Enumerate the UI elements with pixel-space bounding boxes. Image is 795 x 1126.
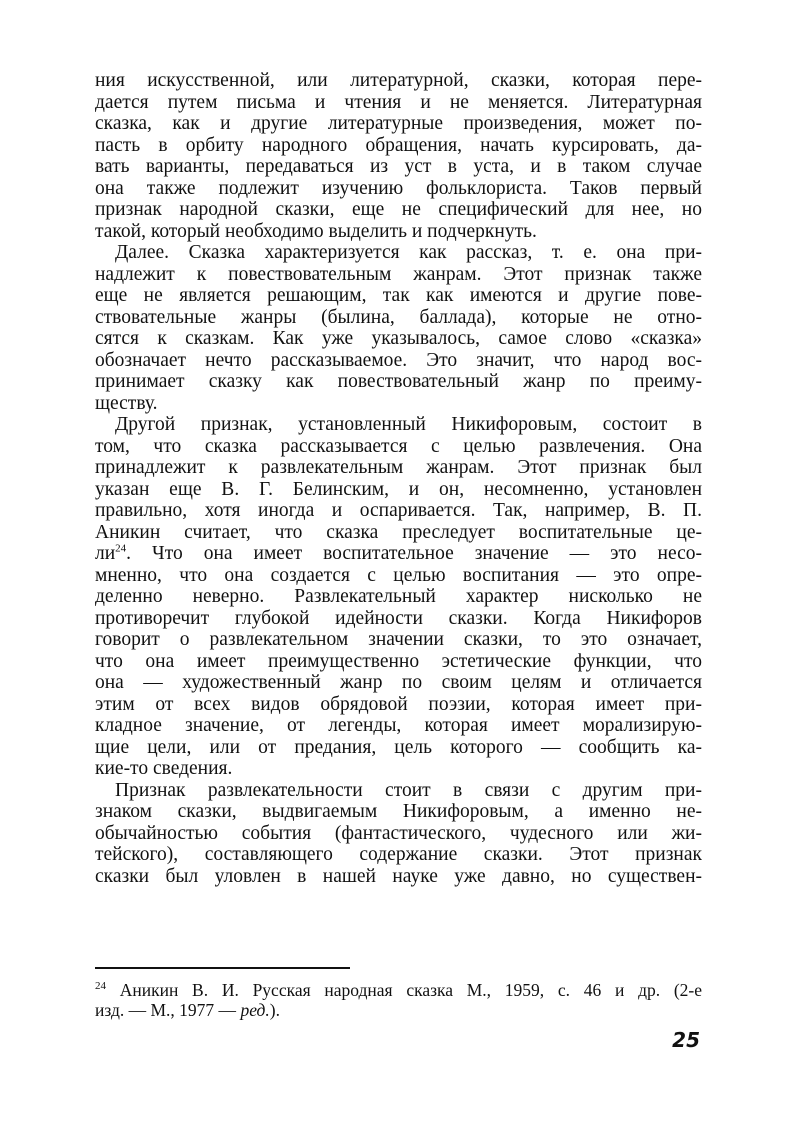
page-number: 25: [672, 1028, 700, 1052]
body-text: [95, 70, 702, 887]
text-line: ствовательные жанры (былина, баллада), которые не отно-: [95, 306, 702, 328]
text-line: том, что сказка рассказывается с целью развлечения. Она: [95, 435, 702, 457]
text-line: щие цели, или от предания, цель которого — сообщить ка-: [95, 736, 702, 758]
text-line: такой, который необходимо выделить и подчеркнуть.: [95, 220, 537, 242]
text-line: Признак развлекательности стоит в связи с другим при-: [115, 779, 702, 801]
text-line: указан еще В. Г. Белинским, и он, несомненно, установлен: [95, 478, 702, 500]
text-line: она — художественный жанр по своим целям и отличается: [95, 672, 702, 693]
text-line: знаком сказки, выдвигаемым Никифоровым, а именно не-: [95, 801, 702, 822]
text-line: Далее. Сказка характеризуется как рассказ, т. е. она при-: [115, 242, 702, 263]
text-line: ществу.: [95, 392, 158, 414]
footnote-line: $^{24}$ Аникин В. И. Русская народная сказка М., 1959, с. 46 и др. (2-е: [95, 980, 702, 1000]
text-line: пасть в орбиту народного обращения, начать курсировать, да-: [95, 134, 702, 156]
text-line: сятся к сказкам. Как уже указывалось, самое слово «сказка»: [95, 328, 702, 349]
text-line: еще не является решающим, так как имеются и другие пове-: [95, 285, 702, 306]
text-line: мненно, что она создается с целью воспитания — это опре-: [95, 564, 702, 586]
text-line: дается путем письма и чтения и не меняется. Литературная: [95, 91, 702, 113]
text-line: кладное значение, от легенды, которая имеет морализирую-: [95, 715, 702, 736]
text-line: противоречит глубокой идейности сказки. Когда Никифоров: [95, 607, 702, 629]
text-line: Аникин считает, что сказка преследует воспитательные це-: [95, 521, 702, 543]
text-line: деленно неверно. Развлекательный характер нисколько не: [95, 586, 702, 607]
text-line: она также подлежит изучению фольклориста. Таков первый: [95, 177, 702, 199]
footnote-divider: [95, 967, 350, 969]
text-line: надлежит к повествовательным жанрам. Этот признак также: [95, 263, 702, 285]
text-line: тейского), составляющего содержание сказки. Этот признак: [95, 844, 702, 865]
text-line: этим от всех видов обрядовой поэзии, которая имеет при-: [95, 693, 702, 715]
text-line: $ли^{24}$. Что она имеет воспитательное значение — это несо-: [95, 542, 702, 564]
text-line: правильно, хотя иногда и оспаривается. Так, например, В. П.: [95, 500, 702, 521]
text-line: говорит о развлекательном значении сказки, то это означает,: [95, 629, 702, 650]
text-line: сказки был уловлен в нашей науке уже давно, но существен-: [95, 865, 702, 887]
footnote-line: изд. — М., 1977 — ред.).: [95, 1000, 280, 1020]
footnote-number: 24: [95, 980, 106, 993]
text-line: принимает сказку как повествовательный жанр по преиму-: [95, 371, 702, 392]
text-line: обычайностью события (фантастического, чудесного или жи-: [95, 822, 702, 844]
text-line: Другой признак, установленный Никифоровым, состоит в: [115, 414, 702, 435]
text-line: что она имеет преимущественно эстетические функции, что: [95, 650, 702, 672]
text-line: обозначает нечто рассказываемое. Это значит, что народ вос-: [95, 349, 702, 371]
text-line: ния искусственной, или литературной, сказки, которая пере-: [95, 70, 702, 91]
text-line: кие-то сведения.: [95, 758, 233, 779]
text-line: принадлежит к развлекательным жанрам. Этот признак был: [95, 457, 702, 478]
text-line: признак народной сказки, еще не специфический для нее, но: [95, 199, 702, 220]
text-line: вать варианты, передаваться из уст в уста, и в таком случае: [95, 156, 702, 177]
text-line: сказка, как и другие литературные произведения, может по-: [95, 113, 702, 134]
footnote-reference[interactable]: 24: [115, 542, 127, 555]
footnote: [95, 980, 702, 1020]
